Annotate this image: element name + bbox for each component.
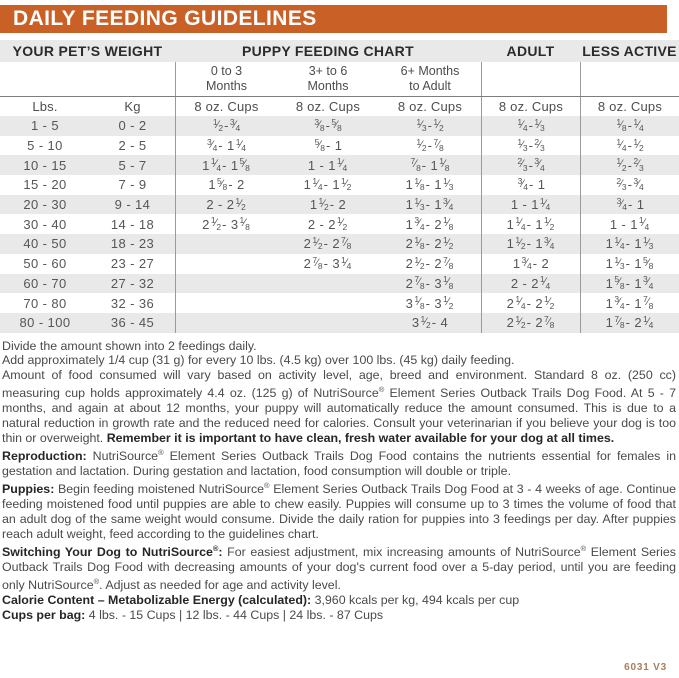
- cups-cell: 1⁄4 - 1⁄3: [481, 116, 580, 136]
- unit-header-cell: 8 oz. Cups: [481, 97, 580, 116]
- note-text: Begin feeding moistened NutriSource® Element Series Outback Trails Dog Food at 3 - 4 weeks of age. Continue feeding moistened food until puppies are able to chew easily. Puppies will consume up to 3 times the volume of food that an adult dog of the same weight would consume. Divide the daily ration for puppies into 3 feedings per day. After puppies reach adult weight, feed according to the guidelines chart.: [2, 480, 677, 541]
- cups-cell: 2⁄3 - 3⁄4: [580, 175, 679, 195]
- group-header-less-active: LESS ACTIVE: [582, 43, 677, 59]
- fraction-value: 7⁄8: [643, 294, 654, 311]
- cups-cell: [277, 293, 379, 313]
- fraction-value: 7⁄8: [544, 313, 555, 331]
- fraction-value: 3⁄4: [206, 136, 218, 154]
- cups-cell: [277, 313, 379, 333]
- cups-cell: 1 - 1 1⁄4: [307, 156, 348, 173]
- unit-header-cell: 8 oz. Cups: [397, 99, 463, 114]
- weight-cell: 36 - 45: [110, 315, 155, 331]
- cups-cell: 1 5⁄8 - 2: [175, 175, 277, 195]
- cups-cell: [175, 293, 277, 313]
- cups-cell: 1 - 1 1⁄4: [481, 195, 580, 215]
- weight-cell: 70 - 80: [23, 295, 67, 311]
- fraction-value: 5⁄8: [614, 274, 625, 291]
- cups-cell: 1 1⁄2 - 1 3⁄4: [481, 234, 580, 254]
- table-row: [0, 254, 679, 274]
- unit-header-cell: 8 oz. Cups: [580, 97, 679, 116]
- fraction-value: 1⁄3: [414, 195, 425, 213]
- fraction-value: 1⁄8: [414, 175, 425, 193]
- fraction-value: 1⁄2: [416, 136, 427, 154]
- weight-cell: 10 - 15: [23, 157, 67, 173]
- subheader-cell: [580, 62, 679, 96]
- page-title: DAILY FEEDING GUIDELINES: [13, 7, 317, 30]
- fraction-value: 1⁄3: [443, 175, 454, 193]
- subheader-line: 3+ to 6: [308, 64, 348, 79]
- fraction-value: 1⁄4: [614, 234, 625, 252]
- note-bold-text: Switching Your Dog to NutriSource®:: [2, 543, 223, 559]
- title-banner: [0, 5, 667, 33]
- cups-cell: 1⁄3 - 1⁄2: [416, 116, 444, 134]
- weight-cell: 40 - 50: [23, 236, 67, 252]
- weight-cell: 7 - 9: [118, 177, 147, 193]
- cups-cell: 1 7⁄8 - 2 1⁄4: [580, 313, 679, 333]
- fraction-value: 1⁄4: [235, 136, 246, 154]
- weight-cell: 18 - 23: [110, 236, 155, 252]
- group-header-puppy-feeding-chart: PUPPY FEEDING CHART: [242, 43, 414, 59]
- fraction-value: 1⁄2: [433, 116, 444, 134]
- cups-cell: 2 7⁄8 - 3 1⁄4: [303, 254, 352, 272]
- fraction-value: 1⁄2: [336, 215, 348, 232]
- cups-cell: 1 1⁄4 - 1 5⁄8: [175, 155, 277, 175]
- note-text: For easiest adjustment, mix increasing amounts of NutriSource® Element Series Outback Trails Dog Food with decreasing amounts of your dog's current food over a 5-day period, until you are feeding only NutriSource®. Adjust as needed for age and activity level.: [2, 543, 676, 592]
- note-bold-text: Puppies:: [2, 482, 55, 497]
- subheader-cell: [481, 62, 580, 96]
- cups-cell: 5⁄8 - 1: [314, 136, 343, 154]
- subheader-cell: [277, 62, 379, 96]
- fraction-value: 2⁄3: [633, 156, 644, 173]
- note-bold-text: Calorie Content – Metabolizable Energy (calculated):: [2, 592, 312, 607]
- fraction-value: 1⁄2: [443, 234, 454, 252]
- fraction-value: 7⁄8: [414, 274, 425, 291]
- note-text: 4 lbs. - 15 Cups | 12 lbs. - 44 Cups | 24 lbs. - 87 Cups: [85, 607, 384, 622]
- fraction-value: 1⁄4: [517, 116, 528, 134]
- weight-cell: 1 - 5: [30, 118, 59, 134]
- fraction-value: 1⁄2: [633, 136, 644, 154]
- registered-mark: ®: [264, 480, 270, 490]
- table-row: [0, 155, 679, 175]
- cups-cell: 1 3⁄4 - 1 7⁄8: [580, 293, 679, 313]
- fraction-value: 7⁄8: [443, 254, 454, 272]
- cups-cell: 1 1⁄3 - 1 5⁄8: [580, 254, 679, 274]
- fraction-value: 2⁄3: [517, 156, 528, 173]
- fraction-value: 3⁄4: [443, 195, 454, 213]
- note-bold-text: Cups per bag:: [2, 607, 86, 622]
- fraction-value: 1⁄3: [416, 116, 427, 134]
- unit-header-cell: Lbs.: [32, 99, 58, 114]
- weight-cell: 23 - 27: [110, 256, 155, 272]
- note-text: Add approximately 1/4 cup (31 g) for every 10 lbs. (4.5 kg) over 100 lbs. (45 kg) daily feeding.: [2, 353, 515, 368]
- fraction-value: 5⁄8: [314, 136, 325, 154]
- fraction-value: 2⁄3: [616, 175, 627, 193]
- fraction-value: 1⁄4: [633, 116, 644, 134]
- cups-cell: 1 1⁄8 - 1 1⁄3: [405, 175, 454, 193]
- cups-cell: [175, 313, 277, 333]
- fraction-value: 1⁄2: [420, 313, 431, 331]
- subheader-line: Months: [206, 79, 247, 93]
- weight-cell: 9 - 14: [114, 197, 151, 213]
- fraction-value: 7⁄8: [433, 136, 444, 154]
- fraction-value: 1⁄2: [312, 234, 323, 252]
- registered-mark: ®: [158, 448, 164, 458]
- unit-header-cell: Kg: [124, 99, 141, 114]
- registered-mark: ®: [580, 543, 587, 553]
- note-paragraph: [2, 608, 676, 623]
- cups-cell: 1 1⁄2 - 2: [309, 195, 347, 213]
- table-row: [0, 313, 679, 333]
- fraction-value: 1⁄8: [439, 156, 450, 173]
- cups-cell: 1 1⁄4 - 1 1⁄3: [580, 234, 679, 254]
- note-bold-text: Remember it is important to have clean, fresh water available for your dog at all times.: [106, 431, 615, 446]
- registered-mark: ®: [93, 576, 100, 586]
- fraction-value: 1⁄4: [638, 215, 650, 232]
- fraction-value: 1⁄8: [414, 294, 425, 311]
- weight-cell: 27 - 32: [110, 275, 155, 291]
- weight-cell: 0 - 2: [118, 118, 147, 134]
- fraction-value: 3⁄4: [414, 215, 425, 232]
- weight-cell: 5 - 10: [27, 138, 63, 154]
- note-paragraph: [2, 353, 676, 368]
- notes-section: [0, 339, 679, 623]
- cups-cell: 1⁄3 - 2⁄3: [481, 136, 580, 156]
- cups-cell: 1 - 1 1⁄4: [580, 214, 679, 234]
- fraction-value: 1⁄4: [515, 215, 526, 232]
- cups-cell: 3⁄4 - 1 1⁄4: [175, 136, 277, 156]
- table-row: [0, 195, 679, 215]
- fraction-value: 1⁄3: [643, 234, 654, 252]
- fraction-value: 3⁄4: [643, 274, 654, 291]
- fraction-value: 3⁄4: [616, 195, 627, 213]
- weight-cell: 15 - 20: [23, 177, 67, 193]
- note-text: Amount of food consumed will vary based on activity level, age, breed and environment. Standard 8 oz. (250 cc) measuring cup holds approximately 4.4 oz. (125 g) of NutriSource® Element Series Outback Trails Dog Food. At 5 - 7 months, and again at about 12 months, your puppy will automatically reduce the amount consumed. This is due to a natural reduction in growth rate and the reduced need for calories. Consult your veterinarian if you believe your dog is too thin or overweight.: [2, 368, 677, 446]
- group-header-adult: ADULT: [506, 43, 555, 59]
- fraction-value: 3⁄8: [314, 116, 325, 134]
- table-group-header-row: [0, 40, 679, 62]
- fraction-value: 1⁄2: [414, 254, 425, 272]
- fraction-value: 1⁄2: [544, 215, 555, 232]
- table-row: [0, 175, 679, 195]
- fraction-value: 1⁄2: [544, 294, 555, 311]
- fraction-value: 1⁄2: [616, 156, 627, 173]
- fraction-value: 1⁄8: [414, 234, 425, 252]
- cups-cell: 2 1⁄2 - 2 7⁄8: [303, 234, 352, 252]
- cups-cell: 2 1⁄2 - 2 7⁄8: [481, 313, 580, 333]
- subheader-cell: [90, 62, 175, 96]
- cups-cell: [175, 274, 277, 294]
- fraction-value: 7⁄8: [614, 313, 625, 331]
- fraction-value: 1⁄2: [515, 313, 526, 331]
- fraction-value: 1⁄2: [515, 234, 526, 252]
- cups-cell: 7⁄8 - 1 1⁄8: [410, 156, 450, 173]
- cups-cell: 1 3⁄4 - 2 1⁄8: [405, 215, 454, 232]
- weight-cell: 60 - 70: [23, 275, 67, 291]
- note-paragraph: [2, 446, 676, 479]
- weight-cell: 30 - 40: [23, 216, 67, 232]
- subheader-cell: [0, 62, 90, 96]
- cups-cell: 1 5⁄8 - 1 3⁄4: [580, 274, 679, 294]
- note-text: NutriSource® Element Series Outback Trails Dog Food contains the nutrients essential for females in gestation and lactation. During gestation and lactation, food consumption will double or triple.: [2, 448, 676, 479]
- fraction-value: 1⁄3: [517, 136, 528, 154]
- weight-cell: 2 - 5: [118, 138, 147, 154]
- note-paragraph: [2, 368, 676, 446]
- fraction-value: 1⁄4: [336, 156, 348, 173]
- unit-header-cell: 8 oz. Cups: [295, 99, 361, 114]
- cups-cell: 1 1⁄4 - 1 1⁄2: [303, 175, 352, 193]
- fraction-value: 1⁄2: [341, 175, 352, 193]
- table-row: [0, 234, 679, 254]
- fraction-value: 5⁄8: [643, 254, 654, 272]
- table-row: [0, 274, 679, 294]
- cups-cell: 2 - 2 1⁄2: [175, 195, 277, 215]
- cups-cell: 1⁄2 - 3⁄4: [175, 116, 277, 136]
- fraction-value: 3⁄4: [517, 175, 528, 193]
- fraction-value: 1⁄8: [239, 215, 250, 232]
- fraction-value: 7⁄8: [341, 234, 352, 252]
- fraction-value: 3⁄4: [633, 175, 644, 193]
- fraction-value: 7⁄8: [312, 254, 323, 272]
- weight-cell: 32 - 36: [110, 295, 155, 311]
- cups-cell: 2 1⁄2 - 3 1⁄8: [175, 214, 277, 234]
- fraction-value: 1⁄4: [539, 274, 551, 291]
- fraction-value: 5⁄8: [239, 156, 250, 173]
- subheader-cell: [175, 62, 277, 96]
- fraction-value: 2⁄3: [534, 136, 545, 154]
- subheader-cell: [379, 62, 481, 96]
- cups-cell: 3⁄4 - 1: [580, 195, 679, 215]
- table-row: [0, 136, 679, 156]
- table-row: [0, 293, 679, 313]
- cups-cell: 2 - 2 1⁄4: [481, 274, 580, 294]
- cups-cell: 3 1⁄2 - 4: [411, 313, 449, 331]
- fraction-value: 5⁄8: [331, 116, 342, 134]
- weight-cell: 50 - 60: [23, 256, 67, 272]
- fraction-value: 3⁄4: [544, 234, 555, 252]
- cups-cell: 3⁄8 - 5⁄8: [314, 116, 342, 134]
- note-text: 3,960 kcals per kg, 494 kcals per cup: [311, 592, 520, 607]
- fraction-value: 1⁄2: [318, 195, 329, 213]
- fraction-value: 7⁄8: [410, 156, 421, 173]
- fraction-value: 1⁄2: [443, 294, 454, 311]
- subheader-line: 6+ Months: [400, 64, 460, 79]
- cups-cell: 1⁄8 - 1⁄4: [580, 116, 679, 136]
- fraction-value: 1⁄2: [235, 195, 246, 213]
- feeding-table-body: [0, 116, 679, 333]
- table-subheader-row: [0, 62, 679, 96]
- cups-cell: 1⁄2 - 2⁄3: [580, 155, 679, 175]
- weight-cell: 5 - 7: [118, 157, 147, 173]
- cups-cell: [175, 254, 277, 274]
- fraction-value: 5⁄8: [216, 175, 228, 193]
- fraction-value: 3⁄4: [614, 294, 625, 311]
- note-paragraph: [2, 479, 676, 542]
- fraction-value: 3⁄4: [521, 254, 532, 272]
- weight-cell: 14 - 18: [110, 216, 155, 232]
- fraction-value: 1⁄4: [515, 294, 526, 311]
- cups-cell: 1⁄4 - 1⁄2: [580, 136, 679, 156]
- cups-cell: 3⁄4 - 1: [481, 175, 580, 195]
- weight-cell: 20 - 30: [23, 197, 67, 213]
- cups-cell: 2 1⁄8 - 2 1⁄2: [405, 234, 454, 252]
- fraction-value: 1⁄4: [643, 313, 654, 331]
- registered-mark: ®: [378, 385, 385, 395]
- subheader-line: 0 to 3: [210, 64, 243, 79]
- fraction-value: 1⁄4: [539, 195, 551, 213]
- table-units-row: [0, 96, 679, 116]
- fraction-value: 1⁄4: [616, 136, 627, 154]
- cups-cell: 1 3⁄4 - 2: [481, 254, 580, 274]
- cups-cell: 1 1⁄3 - 1 3⁄4: [405, 195, 454, 213]
- fraction-value: 1⁄8: [616, 116, 627, 134]
- fraction-value: 1⁄4: [341, 254, 352, 272]
- fraction-value: 1⁄8: [443, 274, 454, 291]
- table-row: [0, 116, 679, 136]
- cups-cell: [277, 274, 379, 294]
- subheader-line: Months: [307, 79, 349, 93]
- fraction-value: 1⁄2: [212, 116, 224, 134]
- note-bold-text: Reproduction:: [2, 449, 87, 464]
- cups-cell: 2 - 2 1⁄2: [307, 215, 348, 232]
- fraction-value: 1⁄4: [312, 175, 323, 193]
- fraction-value: 1⁄4: [210, 156, 222, 173]
- table-row: [0, 214, 679, 234]
- note-paragraph: [2, 593, 676, 608]
- fraction-value: 1⁄2: [210, 215, 222, 232]
- cups-cell: 3 1⁄8 - 3 1⁄2: [405, 294, 454, 311]
- note-paragraph: [2, 542, 676, 593]
- fraction-value: 1⁄3: [614, 254, 625, 272]
- note-paragraph: [2, 339, 676, 354]
- fraction-value: 1⁄8: [443, 215, 454, 232]
- weight-cell: 80 - 100: [19, 315, 71, 331]
- fraction-value: 1⁄3: [534, 116, 545, 134]
- fraction-value: 3⁄4: [229, 116, 241, 134]
- subheader-line: to Adult: [409, 79, 451, 93]
- registered-mark: ®: [212, 543, 219, 553]
- cups-cell: [175, 234, 277, 254]
- group-header-your-pet-s-weight: YOUR PET’S WEIGHT: [12, 43, 163, 59]
- cups-cell: 2 7⁄8 - 3 1⁄8: [405, 274, 454, 291]
- cups-cell: 1⁄2 - 7⁄8: [416, 136, 444, 154]
- unit-header-cell: 8 oz. Cups: [175, 97, 277, 116]
- footer-code: 6031 V3: [624, 662, 667, 673]
- fraction-value: 3⁄4: [534, 156, 545, 173]
- cups-cell: 1 1⁄4 - 1 1⁄2: [481, 214, 580, 234]
- cups-cell: 2 1⁄4 - 2 1⁄2: [481, 293, 580, 313]
- note-text: Divide the amount shown into 2 feedings daily.: [2, 338, 257, 353]
- cups-cell: 2 1⁄2 - 2 7⁄8: [405, 254, 454, 272]
- cups-cell: 2⁄3 - 3⁄4: [481, 155, 580, 175]
